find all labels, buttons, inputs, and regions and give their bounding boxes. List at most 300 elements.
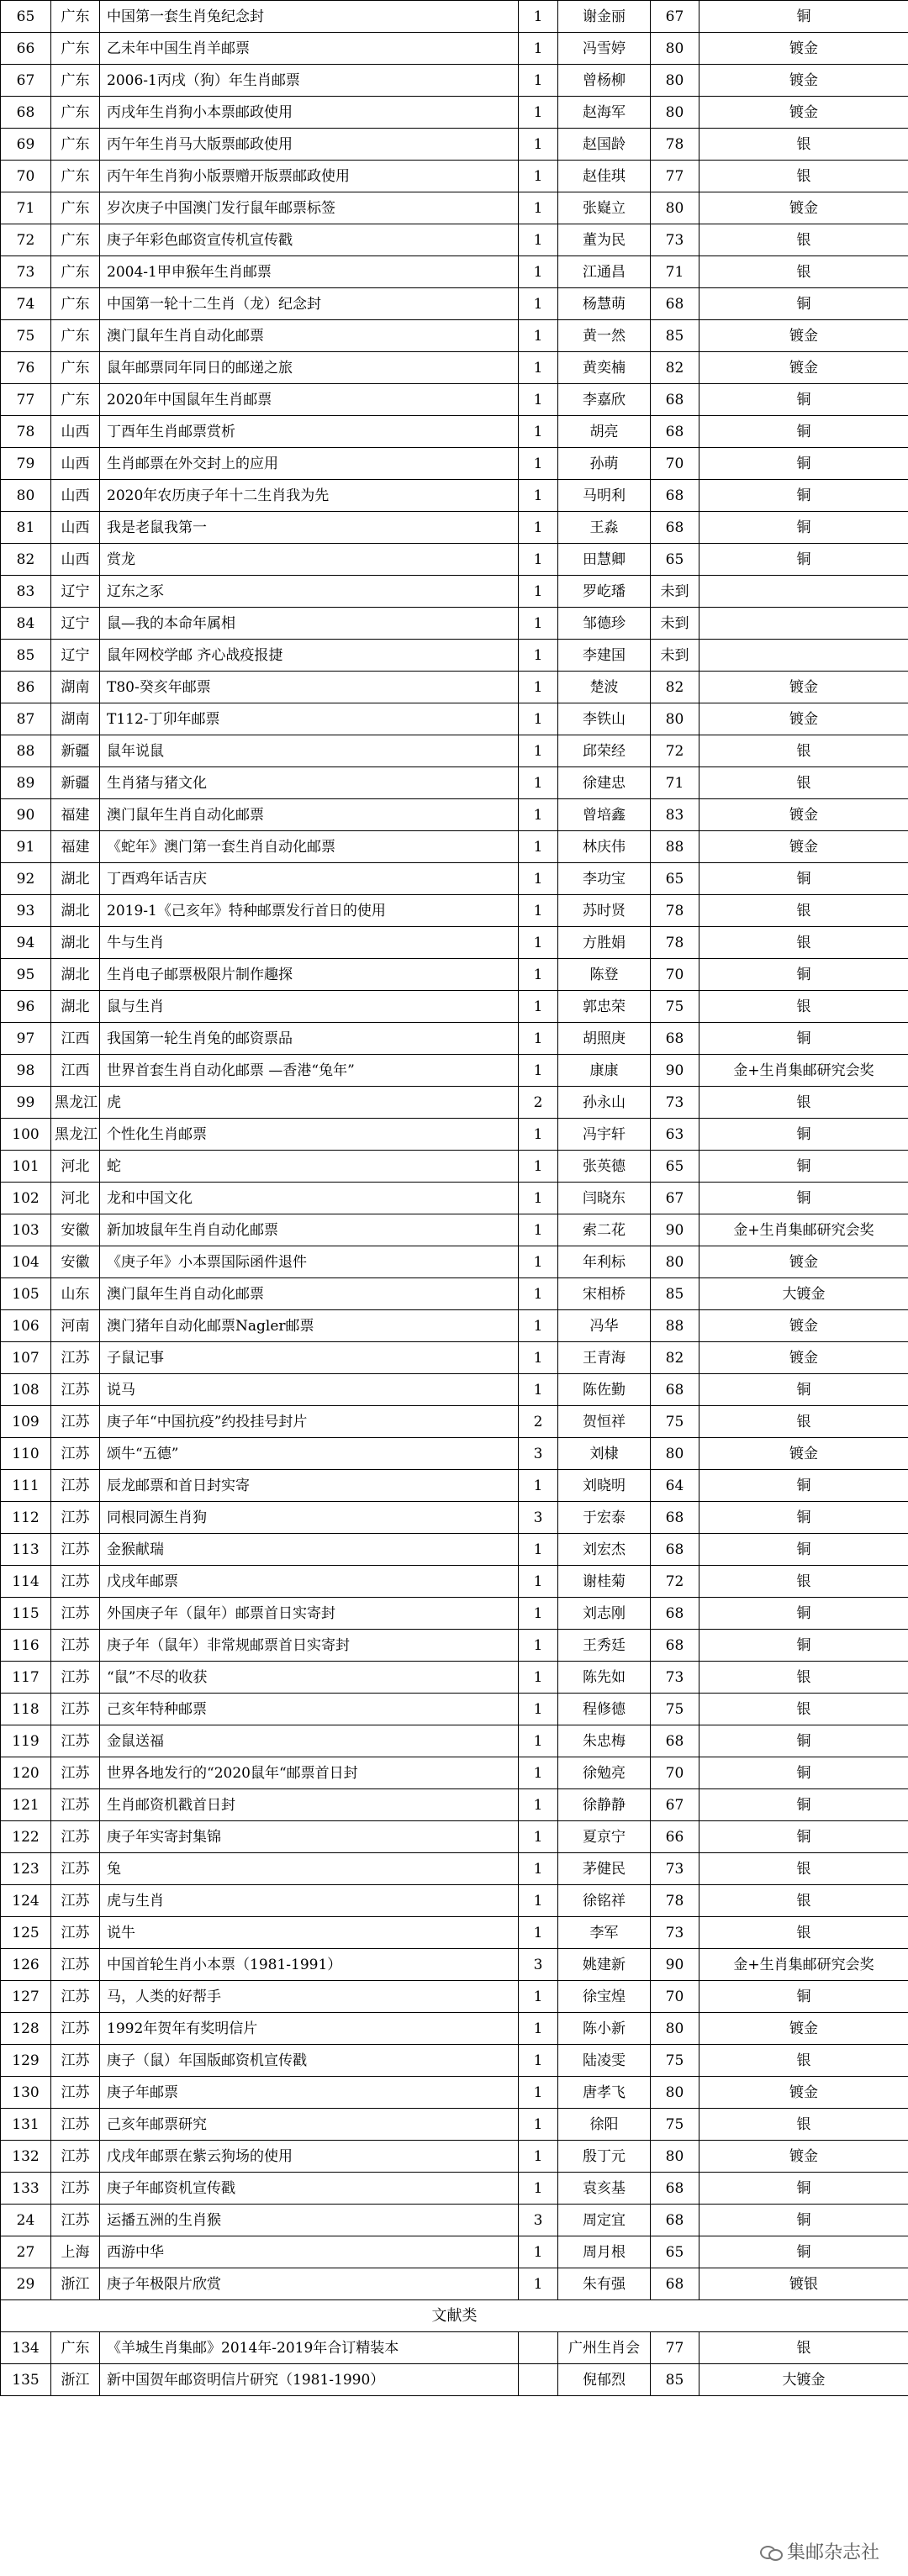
entry-province: 湖北	[51, 927, 100, 959]
entry-exhibitor: 年利标	[558, 1246, 651, 1278]
entry-award: 银	[699, 129, 908, 161]
entry-title: 新加坡鼠年生肖自动化邮票	[100, 1214, 519, 1246]
entry-award: 银	[699, 224, 908, 256]
entry-province: 江苏	[51, 2141, 100, 2173]
entry-exhibitor: 李嘉欣	[558, 384, 651, 416]
table-row	[1, 1278, 908, 1310]
entry-score: 71	[651, 767, 699, 799]
entry-exhibitor: 徐铭祥	[558, 1885, 651, 1917]
entry-title: 庚子年邮资机宣传戳	[100, 2173, 519, 2205]
entry-frames: 1	[519, 608, 558, 640]
entry-province: 江苏	[51, 1566, 100, 1598]
entry-award: 银	[699, 1566, 908, 1598]
entry-province: 江苏	[51, 2013, 100, 2045]
entry-award: 铜	[699, 959, 908, 991]
entry-frames: 1	[519, 1374, 558, 1406]
table-row	[1, 1183, 908, 1214]
table-row	[1, 1789, 908, 1821]
entry-frames: 1	[519, 831, 558, 863]
entry-province: 江苏	[51, 1598, 100, 1630]
entry-score: 65	[651, 863, 699, 895]
entry-score: 73	[651, 1662, 699, 1694]
entry-exhibitor: 王淼	[558, 512, 651, 544]
entry-score: 72	[651, 1566, 699, 1598]
entry-score: 80	[651, 1438, 699, 1470]
entry-award: 镀金	[699, 2141, 908, 2173]
entry-frames: 1	[519, 640, 558, 672]
entry-title: 我是老鼠我第一	[100, 512, 519, 544]
table-row	[1, 831, 908, 863]
entry-exhibitor: 陈登	[558, 959, 651, 991]
entry-title: 澳门鼠年生肖自动化邮票	[100, 799, 519, 831]
entry-award: 铜	[699, 1023, 908, 1055]
entry-province: 山西	[51, 416, 100, 448]
entry-title: 辰龙邮票和首日封实寄	[100, 1470, 519, 1502]
entry-province: 黑龙江	[51, 1119, 100, 1151]
entry-exhibitor: 贺恒祥	[558, 1406, 651, 1438]
table-row	[1, 1, 908, 33]
table-row	[1, 65, 908, 97]
entry-number: 111	[1, 1470, 51, 1502]
entry-score: 82	[651, 352, 699, 384]
entry-score: 78	[651, 1885, 699, 1917]
entry-exhibitor: 刘棣	[558, 1438, 651, 1470]
entry-number: 71	[1, 192, 51, 224]
entry-number: 65	[1, 1, 51, 33]
table-row	[1, 129, 908, 161]
entry-award: 金+生肖集邮研究会奖	[699, 1055, 908, 1087]
entry-frames: 1	[519, 320, 558, 352]
entry-score: 未到	[651, 608, 699, 640]
entry-exhibitor: 王青海	[558, 1342, 651, 1374]
entry-title: T112-丁卯年邮票	[100, 703, 519, 735]
entry-number: 88	[1, 735, 51, 767]
entry-title: 西游中华	[100, 2236, 519, 2268]
entry-frames: 1	[519, 1598, 558, 1630]
entry-exhibitor: 李建国	[558, 640, 651, 672]
entry-number: 78	[1, 416, 51, 448]
entry-frames: 1	[519, 991, 558, 1023]
entry-exhibitor: 周定宜	[558, 2205, 651, 2236]
entry-frames: 1	[519, 2077, 558, 2109]
entry-exhibitor: 朱有强	[558, 2268, 651, 2300]
entry-award: 银	[699, 1917, 908, 1949]
entry-score: 68	[651, 1023, 699, 1055]
entry-award: 铜	[699, 448, 908, 480]
section-title: 文献类	[1, 2300, 908, 2332]
entry-province: 江西	[51, 1023, 100, 1055]
entry-score: 68	[651, 384, 699, 416]
entry-title: 庚子（鼠）年国版邮资机宣传戳	[100, 2045, 519, 2077]
entry-province: 广东	[51, 129, 100, 161]
entry-frames: 1	[519, 895, 558, 927]
entry-exhibitor: 李铁山	[558, 703, 651, 735]
entry-frames: 1	[519, 2268, 558, 2300]
entry-score: 68	[651, 512, 699, 544]
entry-award: 铜	[699, 1789, 908, 1821]
entry-frames: 1	[519, 192, 558, 224]
entry-exhibitor: 苏时贤	[558, 895, 651, 927]
entry-frames: 3	[519, 1949, 558, 1981]
entry-exhibitor: 徐建忠	[558, 767, 651, 799]
entry-number: 116	[1, 1630, 51, 1662]
table-row	[1, 2236, 908, 2268]
entry-award: 镀金	[699, 831, 908, 863]
entry-title: 蛇	[100, 1151, 519, 1183]
entry-frames: 1	[519, 544, 558, 576]
entry-province: 安徽	[51, 1246, 100, 1278]
entry-number: 131	[1, 2109, 51, 2141]
entry-number: 74	[1, 288, 51, 320]
entry-exhibitor: 赵国龄	[558, 129, 651, 161]
entry-number: 112	[1, 1502, 51, 1534]
entry-exhibitor: 邱荣经	[558, 735, 651, 767]
entry-frames: 1	[519, 2013, 558, 2045]
entry-exhibitor: 李功宝	[558, 863, 651, 895]
entry-number: 114	[1, 1566, 51, 1598]
entry-score: 67	[651, 1789, 699, 1821]
entry-title: 虎与生肖	[100, 1885, 519, 1917]
entry-exhibitor: 夏京宁	[558, 1821, 651, 1853]
entry-score: 80	[651, 703, 699, 735]
entry-exhibitor: 楚波	[558, 672, 651, 703]
entry-frames: 1	[519, 2173, 558, 2205]
entry-score: 67	[651, 1, 699, 33]
entry-exhibitor: 刘志刚	[558, 1598, 651, 1630]
entry-score: 78	[651, 129, 699, 161]
entry-exhibitor: 陈先如	[558, 1662, 651, 1694]
entry-province: 广东	[51, 161, 100, 192]
section-row	[1, 2300, 908, 2332]
entry-frames: 1	[519, 1055, 558, 1087]
entry-title: 我国第一轮生肖兔的邮资票品	[100, 1023, 519, 1055]
table-row	[1, 224, 908, 256]
entry-title: 《羊城生肖集邮》2014年-2019年合订精装本	[100, 2332, 519, 2364]
entry-frames: 1	[519, 863, 558, 895]
table-row	[1, 672, 908, 703]
entry-exhibitor: 茅健民	[558, 1853, 651, 1885]
entry-frames: 1	[519, 1214, 558, 1246]
entry-score: 68	[651, 1598, 699, 1630]
entry-frames	[519, 2332, 558, 2364]
entry-frames: 3	[519, 2205, 558, 2236]
entry-number: 70	[1, 161, 51, 192]
entry-frames: 1	[519, 1278, 558, 1310]
entry-number: 109	[1, 1406, 51, 1438]
entry-province: 安徽	[51, 1214, 100, 1246]
entry-province: 江苏	[51, 1630, 100, 1662]
table-row	[1, 2364, 908, 2396]
entry-score: 78	[651, 895, 699, 927]
entry-title: 丁酉鸡年话吉庆	[100, 863, 519, 895]
entry-award: 银	[699, 2045, 908, 2077]
entry-award: 铜	[699, 1502, 908, 1534]
entry-score: 73	[651, 224, 699, 256]
entry-number: 127	[1, 1981, 51, 2013]
table-row	[1, 1055, 908, 1087]
table-row	[1, 512, 908, 544]
entry-number: 92	[1, 863, 51, 895]
entry-frames: 1	[519, 1, 558, 33]
entry-province: 湖南	[51, 672, 100, 703]
entry-province: 山西	[51, 448, 100, 480]
table-row	[1, 1725, 908, 1757]
entry-score: 78	[651, 927, 699, 959]
entry-title: 庚子年邮票	[100, 2077, 519, 2109]
entry-province: 江苏	[51, 1949, 100, 1981]
entry-exhibitor: 谢金丽	[558, 1, 651, 33]
entry-province: 广东	[51, 384, 100, 416]
entry-score: 73	[651, 1853, 699, 1885]
entry-score: 80	[651, 2141, 699, 2173]
entry-award: 镀金	[699, 1342, 908, 1374]
entry-award: 银	[699, 1694, 908, 1725]
entry-exhibitor: 孙永山	[558, 1087, 651, 1119]
entry-frames: 1	[519, 65, 558, 97]
entry-title: 戊戌年邮票	[100, 1566, 519, 1598]
entry-title: 《庚子年》小本票国际函件退件	[100, 1246, 519, 1278]
table-row	[1, 895, 908, 927]
entry-title: 丙戌年生肖狗小本票邮政使用	[100, 97, 519, 129]
entry-province: 江苏	[51, 2173, 100, 2205]
entry-province: 湖南	[51, 703, 100, 735]
entry-exhibitor: 江通昌	[558, 256, 651, 288]
entry-score: 80	[651, 2013, 699, 2045]
entry-number: 90	[1, 799, 51, 831]
table-row	[1, 416, 908, 448]
entry-award: 银	[699, 991, 908, 1023]
entry-exhibitor: 朱忠梅	[558, 1725, 651, 1757]
entry-exhibitor: 林庆伟	[558, 831, 651, 863]
entry-score: 85	[651, 2364, 699, 2396]
entry-frames: 1	[519, 1821, 558, 1853]
entry-number: 69	[1, 129, 51, 161]
entry-frames: 1	[519, 1023, 558, 1055]
entry-title: 颂牛“五德”	[100, 1438, 519, 1470]
table-row	[1, 2045, 908, 2077]
entry-score: 80	[651, 33, 699, 65]
entry-frames: 1	[519, 129, 558, 161]
entry-number: 97	[1, 1023, 51, 1055]
entry-exhibitor: 徐静静	[558, 1789, 651, 1821]
entry-score: 73	[651, 1087, 699, 1119]
entry-exhibitor: 徐勉亮	[558, 1757, 651, 1789]
entry-number: 82	[1, 544, 51, 576]
entry-frames: 1	[519, 959, 558, 991]
entry-title: 外国庚子年（鼠年）邮票首日实寄封	[100, 1598, 519, 1630]
entry-award: 铜	[699, 544, 908, 576]
entry-province: 江苏	[51, 1853, 100, 1885]
entry-award: 铜	[699, 288, 908, 320]
entry-score: 80	[651, 2077, 699, 2109]
table-row	[1, 2013, 908, 2045]
entry-exhibitor: 陈小新	[558, 2013, 651, 2045]
entry-award: 铜	[699, 1374, 908, 1406]
entry-province: 山东	[51, 1278, 100, 1310]
entry-frames: 1	[519, 2141, 558, 2173]
entry-award: 铜	[699, 1534, 908, 1566]
entry-title: 中国第一套生肖兔纪念封	[100, 1, 519, 33]
entry-number: 119	[1, 1725, 51, 1757]
entry-exhibitor: 李军	[558, 1917, 651, 1949]
entry-province: 广东	[51, 352, 100, 384]
entry-number: 125	[1, 1917, 51, 1949]
entry-province: 江苏	[51, 1438, 100, 1470]
entry-score: 80	[651, 192, 699, 224]
table-row	[1, 991, 908, 1023]
entry-title: 生肖邮资机戳首日封	[100, 1789, 519, 1821]
entry-award: 铜	[699, 1725, 908, 1757]
entry-exhibitor: 张嶷立	[558, 192, 651, 224]
entry-title: 2020年中国鼠年生肖邮票	[100, 384, 519, 416]
entry-frames: 1	[519, 1789, 558, 1821]
entry-score: 68	[651, 288, 699, 320]
entry-exhibitor: 刘晓明	[558, 1470, 651, 1502]
entry-number: 104	[1, 1246, 51, 1278]
entry-frames: 1	[519, 576, 558, 608]
entry-award	[699, 576, 908, 608]
entry-exhibitor: 黄奕楠	[558, 352, 651, 384]
entry-exhibitor: 殷丁元	[558, 2141, 651, 2173]
table-row	[1, 320, 908, 352]
entry-score: 68	[651, 1725, 699, 1757]
entry-number: 96	[1, 991, 51, 1023]
table-row	[1, 863, 908, 895]
entry-number: 105	[1, 1278, 51, 1310]
entry-frames: 2	[519, 1087, 558, 1119]
entry-number: 133	[1, 2173, 51, 2205]
entry-title: 鼠年网校学邮 齐心战疫报捷	[100, 640, 519, 672]
entry-province: 浙江	[51, 2268, 100, 2300]
entry-award: 铜	[699, 416, 908, 448]
entry-number: 108	[1, 1374, 51, 1406]
entry-province: 上海	[51, 2236, 100, 2268]
entry-number: 122	[1, 1821, 51, 1853]
entry-title: 鼠与生肖	[100, 991, 519, 1023]
entry-province: 江苏	[51, 2077, 100, 2109]
entry-score: 90	[651, 1949, 699, 1981]
entry-number: 76	[1, 352, 51, 384]
entry-title: 戊戌年邮票在紫云狗场的使用	[100, 2141, 519, 2173]
entry-frames: 1	[519, 1151, 558, 1183]
entry-number: 124	[1, 1885, 51, 1917]
entry-title: 新中国贺年邮资明信片研究（1981-1990）	[100, 2364, 519, 2396]
entry-exhibitor: 谢桂菊	[558, 1566, 651, 1598]
entry-frames: 1	[519, 1725, 558, 1757]
entry-score: 68	[651, 1534, 699, 1566]
entry-exhibitor: 方胜娟	[558, 927, 651, 959]
entry-number: 110	[1, 1438, 51, 1470]
entry-number: 99	[1, 1087, 51, 1119]
entry-score: 73	[651, 1917, 699, 1949]
entry-number: 27	[1, 2236, 51, 2268]
entry-award: 银	[699, 1885, 908, 1917]
table-row	[1, 1821, 908, 1853]
entry-number: 77	[1, 384, 51, 416]
entry-award: 铜	[699, 1821, 908, 1853]
entry-award: 镀金	[699, 672, 908, 703]
entry-province: 河北	[51, 1151, 100, 1183]
entry-award	[699, 608, 908, 640]
entry-exhibitor: 杨慧萌	[558, 288, 651, 320]
table-row	[1, 1310, 908, 1342]
entry-province: 江苏	[51, 2045, 100, 2077]
entry-exhibitor: 孙萌	[558, 448, 651, 480]
entry-exhibitor: 宋相桥	[558, 1278, 651, 1310]
table-row	[1, 1949, 908, 1981]
entry-title: 1992年贺年有奖明信片	[100, 2013, 519, 2045]
entry-score: 75	[651, 2045, 699, 2077]
entry-frames: 1	[519, 416, 558, 448]
entry-number: 73	[1, 256, 51, 288]
entry-exhibitor: 索二花	[558, 1214, 651, 1246]
entry-number: 126	[1, 1949, 51, 1981]
entry-exhibitor: 唐孝飞	[558, 2077, 651, 2109]
entry-number: 72	[1, 224, 51, 256]
entry-frames: 1	[519, 512, 558, 544]
entry-province: 江苏	[51, 1789, 100, 1821]
table-row	[1, 1374, 908, 1406]
entry-number: 130	[1, 2077, 51, 2109]
table-row	[1, 256, 908, 288]
entry-exhibitor: 郭忠荣	[558, 991, 651, 1023]
entry-score: 70	[651, 1981, 699, 2013]
entry-title: 虎	[100, 1087, 519, 1119]
entry-number: 115	[1, 1598, 51, 1630]
entry-number: 95	[1, 959, 51, 991]
entry-score: 88	[651, 1310, 699, 1342]
entry-exhibitor: 曾杨柳	[558, 65, 651, 97]
entry-title: 中国第一轮十二生肖（龙）纪念封	[100, 288, 519, 320]
entry-number: 107	[1, 1342, 51, 1374]
entry-frames: 1	[519, 1183, 558, 1214]
entry-number: 113	[1, 1534, 51, 1566]
entry-number: 75	[1, 320, 51, 352]
entry-award: 银	[699, 1087, 908, 1119]
entry-title: 2006-1丙戌（狗）年生肖邮票	[100, 65, 519, 97]
entry-score: 75	[651, 2109, 699, 2141]
entry-title: 己亥年特种邮票	[100, 1694, 519, 1725]
entry-province: 广东	[51, 320, 100, 352]
entry-score: 64	[651, 1470, 699, 1502]
entry-score: 82	[651, 672, 699, 703]
entry-score: 66	[651, 1821, 699, 1853]
entry-score: 70	[651, 448, 699, 480]
entry-award: 银	[699, 1662, 908, 1694]
entry-score: 77	[651, 161, 699, 192]
entry-province: 广东	[51, 224, 100, 256]
entry-award: 镀金	[699, 1310, 908, 1342]
entry-award: 铜	[699, 1630, 908, 1662]
entry-score: 未到	[651, 576, 699, 608]
entry-frames: 1	[519, 384, 558, 416]
entry-score: 82	[651, 1342, 699, 1374]
entry-province: 辽宁	[51, 640, 100, 672]
entry-frames: 1	[519, 480, 558, 512]
entry-award: 大镀金	[699, 1278, 908, 1310]
entry-award: 银	[699, 2332, 908, 2364]
entry-title: 己亥年邮票研究	[100, 2109, 519, 2141]
entry-score: 72	[651, 735, 699, 767]
entry-frames: 1	[519, 1694, 558, 1725]
entry-province: 江苏	[51, 2109, 100, 2141]
entry-province: 江苏	[51, 1470, 100, 1502]
entry-exhibitor: 曾培鑫	[558, 799, 651, 831]
table-row	[1, 288, 908, 320]
table-row	[1, 703, 908, 735]
entry-title: 乙未年中国生肖羊邮票	[100, 33, 519, 65]
entry-frames: 1	[519, 2045, 558, 2077]
